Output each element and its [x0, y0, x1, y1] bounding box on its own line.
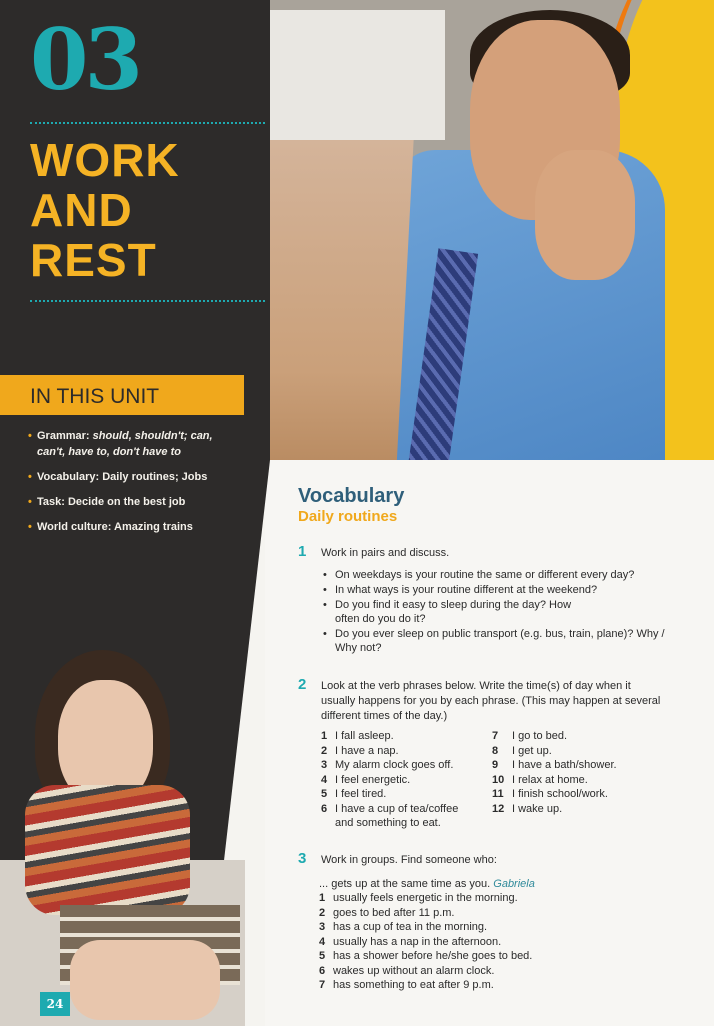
item-label: Task: [37, 496, 65, 508]
item-detail: should, shouldn't; can, can't, have to, don't have to [37, 430, 213, 458]
list-item: 1 usually feels energetic in the morning. [319, 892, 518, 904]
example-text: ... gets up at the same time as you. [319, 878, 491, 890]
list-item: 7 I go to bed. [492, 730, 568, 742]
divider [30, 300, 265, 302]
list-item: 6 I have a cup of tea/coffee and something to eat. [321, 802, 459, 829]
list-item: 6 wakes up without an alarm clock. [319, 964, 495, 977]
list-item: 3 My alarm clock goes off. [321, 759, 454, 771]
list-item [28, 428, 228, 460]
photo-sleeping-man [245, 0, 714, 462]
item-label: Grammar: [37, 430, 90, 442]
list-item: 10 I relax at home. [492, 773, 588, 786]
example-line [319, 878, 535, 890]
section-heading: Vocabulary [298, 485, 405, 507]
list-item: 9 I have a bath/shower. [492, 759, 617, 771]
item-detail: Amazing trains [114, 521, 193, 533]
photo-woman-with-books [0, 640, 245, 1026]
discussion-questions [321, 568, 666, 656]
list-item: 12 I wake up. [492, 802, 563, 815]
in-this-unit-label: IN THIS UNIT [30, 385, 160, 408]
list-item: 7 has something to eat after 9 p.m. [319, 979, 494, 991]
list-item: 2 goes to bed after 11 p.m. [319, 906, 455, 919]
list-item: • Do you ever sleep on public transport (e.g. bus, train, plane)? Why / Why not? [321, 627, 666, 655]
exercise-number: 2 [298, 676, 307, 693]
exercise-instruction: Work in pairs and discuss. [321, 547, 450, 559]
unit-contents-list [28, 428, 228, 544]
list-item: 8 I get up. [492, 744, 552, 757]
unit-title [30, 135, 180, 285]
unit-number: 03 [30, 10, 139, 109]
list-item: 11 I finish school/work. [492, 788, 608, 800]
item-detail: Decide on the best job [67, 496, 186, 508]
verb-phrase-list [321, 729, 471, 831]
exercise-instruction: Work in groups. Find someone who: [321, 854, 497, 866]
list-item: 5 I feel tired. [321, 788, 387, 800]
unit-title-line: AND [30, 184, 133, 236]
exercise-instruction: Look at the verb phrases below. Write the time(s) of day when it usually happens for you by each phrase. (This may happen at several different times of the day.) [321, 680, 661, 722]
example-name: Gabriela [493, 878, 535, 890]
item-label: World culture: [37, 521, 112, 533]
exercise-number: 3 [298, 850, 307, 867]
list-item: 5 has a shower before he/she goes to bed. [319, 950, 533, 962]
item-detail: Daily routines; Jobs [102, 471, 208, 483]
list-item [28, 494, 228, 510]
item-label: Vocabulary: [37, 471, 100, 483]
list-item: 4 I feel energetic. [321, 773, 411, 786]
verb-phrase-list [492, 729, 672, 816]
list-item: • Do you find it easy to sleep during the day? How often do you do it? [321, 598, 575, 626]
find-someone-list [319, 891, 619, 993]
list-item: 3 has a cup of tea in the morning. [319, 921, 488, 933]
list-item: 4 usually has a nap in the afternoon. [319, 935, 502, 948]
list-item [28, 519, 228, 535]
unit-title-line: REST [30, 234, 157, 286]
list-item: 1 I fall asleep. [321, 730, 394, 742]
page-number: 24 [40, 992, 70, 1016]
list-item: • On weekdays is your routine the same or different every day? [321, 568, 666, 582]
divider [30, 122, 265, 124]
list-item: 2 I have a nap. [321, 744, 399, 757]
list-item [28, 469, 228, 485]
list-item: • In what ways is your routine different at the weekend? [321, 583, 666, 597]
unit-title-line: WORK [30, 134, 180, 186]
section-subheading: Daily routines [298, 508, 398, 525]
exercise-number: 1 [298, 543, 307, 560]
